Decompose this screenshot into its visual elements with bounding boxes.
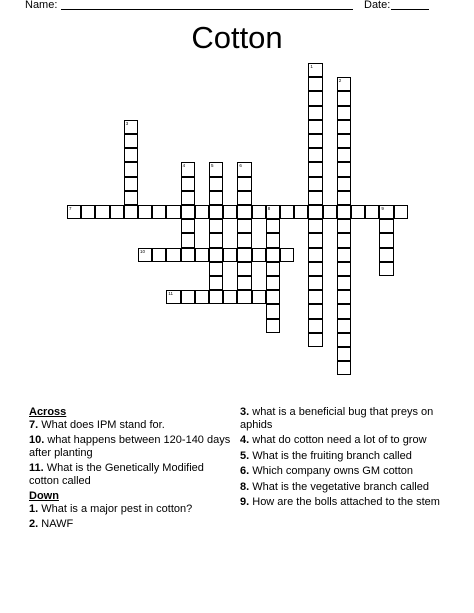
grid-cell[interactable] — [266, 219, 280, 233]
grid-cell[interactable] — [166, 248, 180, 262]
grid-cell[interactable] — [237, 262, 251, 276]
grid-cell[interactable] — [394, 205, 408, 219]
grid-cell[interactable] — [252, 290, 266, 304]
clue-across-10 — [29, 434, 234, 459]
grid-cell[interactable] — [181, 248, 195, 262]
cell-number: 3 — [125, 120, 129, 126]
grid-cell[interactable] — [237, 205, 251, 219]
grid-cell[interactable] — [379, 248, 393, 262]
grid-cell[interactable] — [81, 205, 95, 219]
across-heading: Across — [29, 406, 67, 418]
grid-cell[interactable] — [237, 191, 251, 205]
grid-cell[interactable] — [308, 333, 322, 347]
grid-cell[interactable] — [266, 276, 280, 290]
grid-cell[interactable] — [181, 205, 195, 219]
grid-cell[interactable] — [124, 205, 138, 219]
clue-number: 9. — [240, 496, 250, 508]
grid-cell[interactable] — [308, 233, 322, 247]
grid-cell[interactable] — [152, 248, 166, 262]
grid-cell[interactable] — [181, 177, 195, 191]
clue-text: How are the bolls attached to the stem — [252, 496, 440, 508]
grid-cell[interactable] — [252, 248, 266, 262]
clue-down-2 — [29, 518, 234, 531]
cell-number: 6 — [239, 163, 242, 169]
grid-cell[interactable] — [337, 276, 351, 290]
grid-cell[interactable] — [223, 205, 237, 219]
grid-cell[interactable] — [237, 162, 251, 176]
grid-cell[interactable] — [365, 205, 379, 219]
clue-down-1 — [29, 503, 234, 516]
clue-number: 4. — [240, 434, 250, 446]
grid-cell[interactable] — [209, 177, 223, 191]
clue-number: 3. — [240, 406, 250, 418]
grid-cell[interactable] — [337, 134, 351, 148]
grid-cell[interactable] — [67, 205, 81, 219]
grid-cell[interactable] — [95, 205, 109, 219]
grid-cell[interactable] — [337, 148, 351, 162]
grid-cell[interactable] — [337, 319, 351, 333]
grid-cell[interactable] — [308, 191, 322, 205]
grid-cell[interactable] — [266, 205, 280, 219]
grid-cell[interactable] — [308, 319, 322, 333]
clue-down-3 — [240, 406, 445, 431]
clue-text: what happens between 120-140 days after planting — [29, 434, 231, 459]
grid-cell[interactable] — [337, 248, 351, 262]
grid-cell[interactable] — [266, 262, 280, 276]
grid-cell[interactable] — [237, 233, 251, 247]
grid-cell[interactable] — [337, 120, 351, 134]
clue-number: 7. — [29, 418, 39, 431]
grid-cell[interactable] — [195, 290, 209, 304]
grid-cell[interactable] — [379, 219, 393, 233]
clue-text: What is the vegetative branch called — [252, 480, 429, 493]
clue-text: What is the Genetically Modified cotton called — [29, 462, 204, 487]
grid-cell[interactable] — [308, 120, 322, 134]
grid-cell[interactable] — [124, 148, 138, 162]
clue-text: what do cotton need a lot of to grow — [252, 434, 427, 446]
clues-right-column — [240, 406, 445, 512]
grid-cell[interactable] — [237, 219, 251, 233]
clue-text: Which company owns GM cotton — [252, 465, 414, 477]
grid-cell[interactable] — [308, 290, 322, 304]
grid-cell[interactable] — [124, 191, 138, 205]
grid-cell[interactable] — [266, 248, 280, 262]
name-label: Name: — [25, 0, 58, 11]
clue-text: What is the fruiting branch called — [252, 449, 412, 462]
grid-cell[interactable] — [237, 290, 251, 304]
cell-number: 11 — [168, 291, 174, 297]
grid-cell[interactable] — [308, 106, 322, 120]
cell-number: 8 — [267, 206, 271, 211]
grid-cell[interactable] — [308, 205, 322, 219]
cell-number: 2 — [338, 78, 342, 84]
grid-cell[interactable] — [223, 248, 237, 262]
grid-cell[interactable] — [124, 177, 138, 191]
grid-cell[interactable] — [337, 191, 351, 205]
clue-down-5 — [240, 450, 445, 463]
clue-number: 2. — [29, 518, 39, 530]
grid-cell[interactable] — [266, 290, 280, 304]
clue-text: what is a beneficial bug that preys on aphids — [240, 406, 434, 431]
grid-cell[interactable] — [337, 333, 351, 347]
clue-down-6 — [240, 465, 445, 478]
grid-cell[interactable] — [166, 290, 180, 304]
clue-text: What does IPM stand for. — [41, 418, 165, 431]
cell-number: 4 — [182, 163, 186, 169]
grid-cell[interactable] — [337, 106, 351, 120]
clue-text: What is a major pest in cotton? — [41, 502, 193, 515]
grid-cell[interactable] — [181, 191, 195, 205]
grid-cell[interactable] — [110, 205, 124, 219]
clue-down-8 — [240, 481, 445, 494]
grid-cell[interactable] — [181, 219, 195, 233]
grid-cell[interactable] — [337, 77, 351, 91]
grid-cell[interactable] — [308, 248, 322, 262]
grid-cell[interactable] — [308, 148, 322, 162]
grid-cell[interactable] — [337, 162, 351, 176]
clue-across-7 — [29, 419, 234, 432]
grid-cell[interactable] — [337, 205, 351, 219]
down-heading: Down — [29, 490, 59, 502]
grid-cell[interactable] — [124, 134, 138, 148]
grid-cell[interactable] — [337, 262, 351, 276]
grid-cell[interactable] — [308, 162, 322, 176]
grid-cell[interactable] — [237, 276, 251, 290]
grid-cell[interactable] — [209, 276, 223, 290]
clue-down-9 — [240, 496, 445, 509]
grid-cell[interactable] — [379, 205, 393, 219]
grid-cell[interactable] — [138, 205, 152, 219]
grid-cell[interactable] — [252, 205, 266, 219]
cell-number: 5 — [211, 163, 214, 169]
grid-cell[interactable] — [124, 120, 138, 134]
grid-cell[interactable] — [209, 219, 223, 233]
grid-cell[interactable] — [209, 205, 223, 219]
clue-across-11 — [29, 462, 234, 487]
date-label: Date: — [364, 0, 391, 11]
grid-cell[interactable] — [308, 134, 322, 148]
grid-cell[interactable] — [195, 205, 209, 219]
grid-cell[interactable] — [308, 262, 322, 276]
clue-number: 6. — [240, 465, 250, 477]
cell-number: 10 — [140, 248, 146, 254]
grid-cell[interactable] — [209, 248, 223, 262]
clue-text: NAWF — [41, 518, 74, 530]
grid-cell[interactable] — [323, 205, 337, 219]
grid-cell[interactable] — [209, 262, 223, 276]
grid-cell[interactable] — [266, 233, 280, 247]
grid-cell[interactable] — [337, 219, 351, 233]
grid-cell[interactable] — [266, 304, 280, 318]
grid-cell[interactable] — [209, 233, 223, 247]
grid-cell[interactable] — [308, 304, 322, 318]
grid-cell[interactable] — [308, 63, 322, 77]
grid-cell[interactable] — [308, 219, 322, 233]
clue-number: 5. — [240, 449, 250, 462]
grid-cell[interactable] — [308, 77, 322, 91]
grid-cell[interactable] — [294, 205, 308, 219]
grid-cell[interactable] — [138, 248, 152, 262]
grid-cell[interactable] — [337, 304, 351, 318]
grid-cell[interactable] — [308, 177, 322, 191]
cell-number: 1 — [310, 64, 313, 69]
clue-number: 11. — [29, 462, 44, 474]
grid-cell[interactable] — [337, 347, 351, 361]
page-title: Cotton — [191, 20, 283, 55]
grid-cell[interactable] — [209, 191, 223, 205]
grid-cell[interactable] — [379, 262, 393, 276]
cell-number: 7 — [69, 206, 72, 211]
grid-cell[interactable] — [337, 361, 351, 375]
grid-cell[interactable] — [337, 290, 351, 304]
grid-cell[interactable] — [181, 290, 195, 304]
grid-cell[interactable] — [280, 205, 294, 219]
grid-cell[interactable] — [351, 205, 365, 219]
grid-cell[interactable] — [237, 248, 251, 262]
grid-cell[interactable] — [237, 177, 251, 191]
grid-cell[interactable] — [166, 205, 180, 219]
cell-number: 9 — [381, 206, 384, 211]
grid-cell[interactable] — [124, 162, 138, 176]
grid-cell[interactable] — [337, 91, 351, 105]
grid-cell[interactable] — [337, 233, 351, 247]
grid-cell[interactable] — [308, 91, 322, 105]
grid-cell[interactable] — [280, 248, 294, 262]
grid-cell[interactable] — [308, 276, 322, 290]
clue-number: 8. — [240, 480, 250, 493]
grid-cell[interactable] — [266, 319, 280, 333]
grid-cell[interactable] — [209, 162, 223, 176]
clues-left-column — [29, 406, 234, 534]
grid-cell[interactable] — [209, 290, 223, 304]
grid-cell[interactable] — [379, 233, 393, 247]
grid-cell[interactable] — [181, 233, 195, 247]
grid-cell[interactable] — [152, 205, 166, 219]
grid-cell[interactable] — [195, 248, 209, 262]
clue-number: 10. — [29, 434, 45, 446]
grid-cell[interactable] — [223, 290, 237, 304]
grid-cell[interactable] — [181, 162, 195, 176]
grid-cell[interactable] — [337, 177, 351, 191]
clue-number: 1. — [29, 502, 39, 515]
clue-down-4 — [240, 434, 445, 447]
